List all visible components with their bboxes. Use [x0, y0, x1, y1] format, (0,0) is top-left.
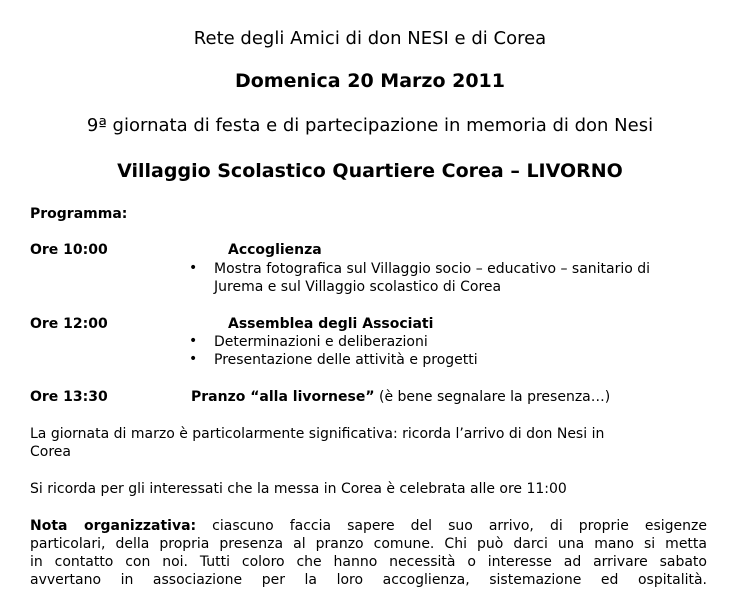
note-line: particolari, della propria presenza al pranzo comune. Chi può darci una mano si metta [30, 536, 707, 552]
note-line [30, 517, 707, 535]
organizational-note [30, 517, 707, 589]
program-time-3: Ore 13:30 [30, 389, 108, 405]
note-line: avvertano in associazione per la loro accoglienza, sistemazione ed ospitalità. [30, 572, 707, 588]
event-subtitle: 9ª giornata di festa e di partecipazione in memoria di don Nesi [86, 115, 654, 136]
paragraph-line: Corea [30, 444, 71, 460]
program-bullet-1-1-line-1: Mostra fotografica sul Villaggio socio – educativo – sanitario di [214, 261, 651, 277]
note-line: in contatto con noi. Tutti coloro che hanno necessità o interesse ad arrivare sabato [30, 554, 707, 570]
bullet-icon: • [189, 351, 198, 367]
note-text: ciascuno faccia sapere del suo arrivo, di proprie esigenze [196, 518, 708, 534]
organization-title: Rete degli Amici di don NESI e di Corea [193, 28, 547, 49]
bullet-icon: • [189, 260, 198, 276]
program-bullet-1-1-line-2: Jurema e sul Villaggio scolastico di Corea [214, 279, 502, 295]
program-note-3: (è bene segnalare la presenza…) [374, 389, 611, 405]
program-time-2: Ore 12:00 [30, 316, 108, 332]
program-time-1: Ore 10:00 [30, 242, 108, 258]
program-label: Programma: [30, 206, 128, 222]
paragraph-line: La giornata di marzo è particolarmente significativa: ricorda l’arrivo di don Nesi in [30, 426, 605, 442]
bullet-icon: • [189, 333, 198, 349]
event-location: Villaggio Scolastico Quartiere Corea – LIVORNO [117, 160, 623, 182]
paragraph-significance [30, 425, 707, 461]
program-bullet-2-2: Presentazione delle attività e progetti [214, 352, 478, 368]
program-title-2: Assemblea degli Associati [228, 316, 434, 332]
note-label: Nota organizzativa: [30, 518, 197, 534]
program-title-3: Pranzo “alla livornese” [191, 389, 375, 405]
program-item-3 [191, 388, 610, 406]
program-bullet-2-1: Determinazioni e deliberazioni [214, 334, 428, 350]
paragraph-mass: Si ricorda per gli interessati che la messa in Corea è celebrata alle ore 11:00 [30, 481, 567, 497]
event-date: Domenica 20 Marzo 2011 [234, 70, 505, 92]
program-title-1: Accoglienza [228, 242, 322, 258]
